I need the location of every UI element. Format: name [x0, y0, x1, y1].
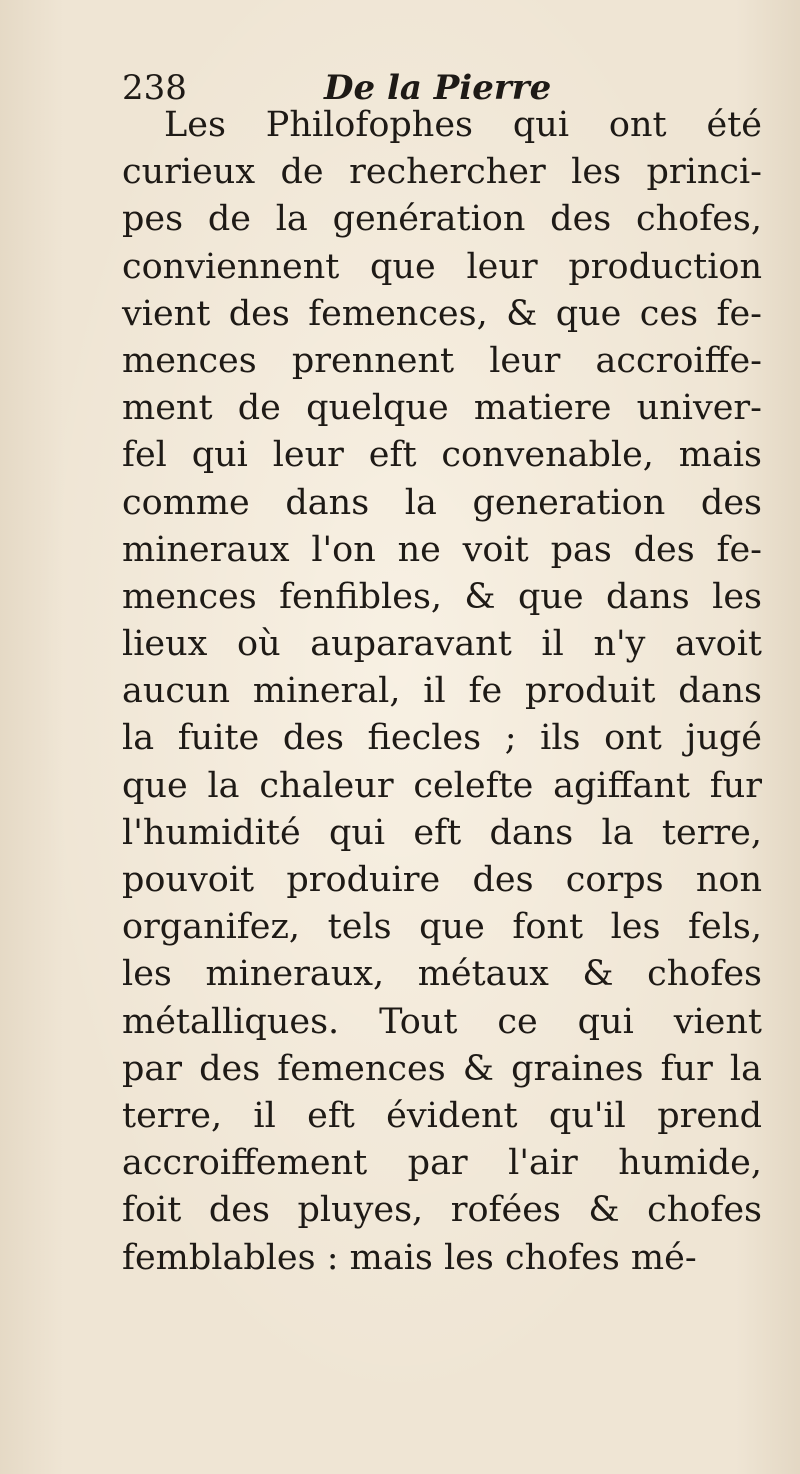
text-line: accroiffement par l'air humide, [122, 1143, 762, 1184]
text-line: aucun mineral, il fe produit dans [122, 671, 762, 712]
body-text [122, 102, 762, 1282]
text-line: fel qui leur eft convenable, mais [122, 435, 762, 476]
text-line: curieux de rechercher les princi- [122, 152, 762, 193]
text-line: vient des femences, & que ces fe- [122, 293, 762, 334]
text-line: terre, il eft évident qu'il prend [122, 1095, 762, 1136]
text-line: mineraux l'on ne voit pas des fe- [122, 529, 762, 570]
page-number: 238 [122, 68, 187, 108]
text-line: foit des pluyes, rofées & chofes [122, 1190, 762, 1231]
running-head: De la Pierre [324, 68, 552, 108]
text-line: conviennent que leur production [122, 246, 762, 287]
text-line: les mineraux, métaux & chofes [122, 954, 762, 995]
text-line: comme dans la generation des [122, 482, 762, 523]
text-line: l'humidité qui eft dans la terre, [122, 812, 762, 853]
text-line: ment de quelque matiere univer- [122, 388, 762, 429]
text-line: lieux où auparavant il n'y avoit [122, 624, 762, 665]
text-line: métalliques. Tout ce qui vient [122, 1001, 762, 1042]
text-line: que la chaleur celefte agiffant fur [122, 765, 762, 806]
text-line: la fuite des fiecles ; ils ont jugé [122, 718, 762, 759]
text-line: mences fenfibles, & que dans les [122, 576, 762, 617]
text-line: pouvoit produire des corps non [122, 860, 762, 900]
text-line: Les Philofophes qui ont été [164, 105, 762, 145]
text-line: par des femences & graines fur la [122, 1048, 762, 1089]
text-line: femblables : mais les chofes mé- [122, 1237, 697, 1278]
text-line: mences prennent leur accroiffe- [122, 340, 762, 381]
text-line: pes de la genération des chofes, [122, 199, 762, 240]
text-line: organifez, tels que font les fels, [122, 907, 762, 948]
